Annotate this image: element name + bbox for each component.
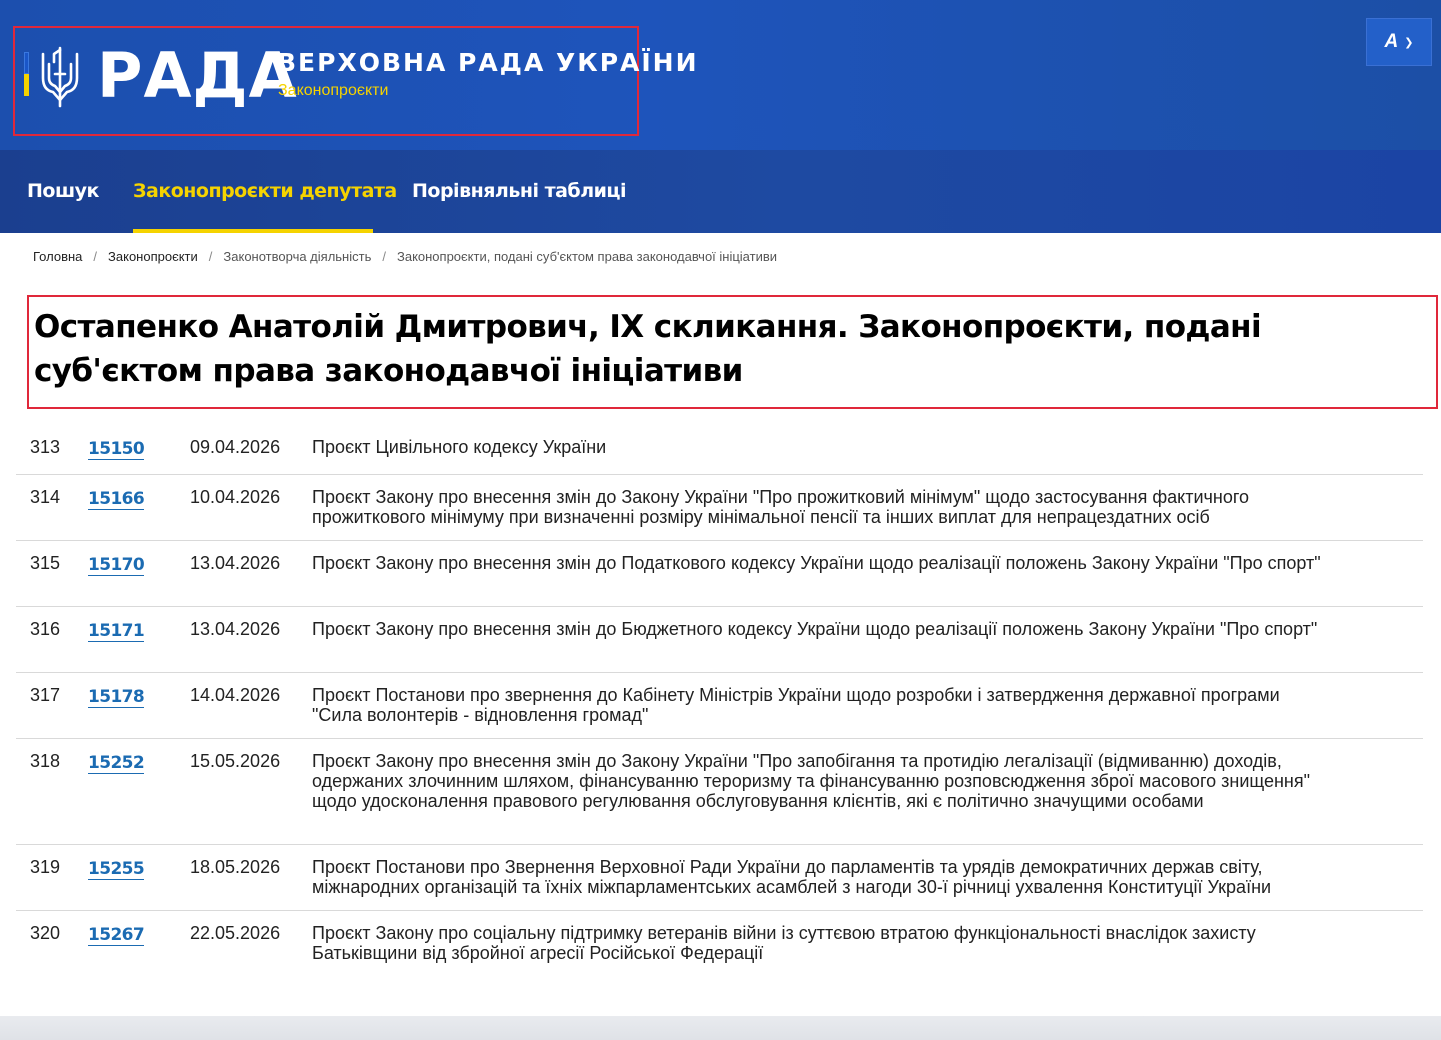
breadcrumb-home[interactable]: Головна <box>33 249 83 264</box>
table-row <box>16 739 1423 845</box>
table-row <box>16 845 1423 911</box>
bill-title: Проєкт Закону про внесення змін до Бюджетного кодексу України щодо реалізації положень Закону України "Про спорт" <box>312 619 1318 639</box>
page-title-box <box>27 295 1438 409</box>
bill-title: Проєкт Закону про внесення змін до Закону України "Про прожитковий мінімум" щодо застосування фактичного прожиткового мінімуму при визначенні розміру мінімальної пенсії та інших виплат для непрацездатних осіб <box>312 487 1250 527</box>
bill-number: 313 <box>30 437 61 457</box>
ukraine-flag-icon <box>24 52 29 96</box>
bill-registration-link[interactable]: 15267 <box>88 925 145 945</box>
bill-title: Проєкт Закону про внесення змін до Закону України "Про запобігання та протидію легалізації (відмиванню) доходів, одержаних злочинним шляхом, фінансуванню тероризму та фінансуванню розповсюдження зброї масового знищення" щодо удосконалення правового регулювання обслуговування клієнтів, які є політично значущими особами <box>312 751 1311 811</box>
active-tab-indicator <box>133 229 373 233</box>
bill-number: 314 <box>30 487 61 507</box>
bill-registration-link[interactable]: 15171 <box>88 621 145 641</box>
breadcrumb-lawmaking[interactable]: Законотворча діяльність <box>223 249 372 264</box>
main-navigation <box>0 150 1441 233</box>
bill-registration-link[interactable]: 15150 <box>88 439 145 459</box>
table-row <box>16 607 1423 673</box>
bill-number: 318 <box>30 751 61 771</box>
bill-date: 22.05.2026 <box>190 923 281 943</box>
bill-title: Проєкт Закону про внесення змін до Податкового кодексу України щодо реалізації положень Закону України "Про спорт" <box>312 553 1321 573</box>
bill-number: 320 <box>30 923 61 943</box>
table-row <box>16 425 1423 475</box>
bill-registration-link[interactable]: 15166 <box>88 489 145 509</box>
trident-icon <box>39 44 81 108</box>
page-bottom-edge <box>0 1016 1441 1040</box>
accessibility-font-button[interactable] <box>1366 18 1432 66</box>
bill-date: 13.04.2026 <box>190 553 281 573</box>
bill-date: 13.04.2026 <box>190 619 281 639</box>
site-header <box>0 0 1441 150</box>
bill-number: 316 <box>30 619 61 639</box>
bill-title: Проєкт Цивільного кодексу України <box>312 437 607 457</box>
table-row <box>16 541 1423 607</box>
bill-title: Проєкт Постанови про Звернення Верховної Ради України до парламентів та урядів демократичних держав світу, міжнародних організацій та їхніх міжпарламентських асамблей з нагоди 30-ї річниці ухвалення Конституції України <box>312 857 1272 897</box>
site-logo-link[interactable] <box>13 26 699 136</box>
bill-registration-link[interactable]: 15170 <box>88 555 145 575</box>
nav-item-deputy-bills[interactable]: Законопроєкти депутата <box>133 180 397 202</box>
bill-date: 18.05.2026 <box>190 857 281 877</box>
bill-date: 15.05.2026 <box>190 751 281 771</box>
nav-item-search[interactable]: Пошук <box>27 180 99 202</box>
bill-number: 315 <box>30 553 61 573</box>
bill-registration-link[interactable]: 15252 <box>88 753 145 773</box>
table-row <box>16 673 1423 739</box>
parliament-title: ВЕРХОВНА РАДА УКРАЇНИ <box>277 48 699 77</box>
bill-date: 09.04.2026 <box>190 437 281 457</box>
bills-table <box>16 425 1423 977</box>
logo-word: РАДА <box>97 39 298 112</box>
section-subtitle: Законопроєкти <box>278 82 389 99</box>
bill-number: 319 <box>30 857 61 877</box>
bill-registration-link[interactable]: 15255 <box>88 859 145 879</box>
font-size-label: A <box>1384 31 1399 52</box>
table-row <box>16 475 1423 541</box>
nav-item-comparative-tables[interactable]: Порівняльні таблиці <box>412 180 627 202</box>
breadcrumb-current: Законопроєкти, подані суб'єктом права законодавчої ініціативи <box>396 249 778 264</box>
bill-number: 317 <box>30 685 61 705</box>
bill-date: 10.04.2026 <box>190 487 281 507</box>
bill-title: Проєкт Постанови про звернення до Кабінету Міністрів України щодо розробки і затвердження державної програми "Сила волонтерів - відновлення громад" <box>312 685 1280 725</box>
chevron-down-icon: ❯ <box>1404 36 1414 49</box>
table-row <box>16 911 1423 977</box>
bill-registration-link[interactable]: 15178 <box>88 687 145 707</box>
breadcrumb-bills[interactable]: Законопроєкти <box>108 249 198 264</box>
bill-date: 14.04.2026 <box>190 685 281 705</box>
bill-title: Проєкт Закону про соціальну підтримку ветеранів війни із суттєвою втратою функціональності внаслідок захисту Батьківщини від збройної агресії Російської Федерації <box>312 923 1256 963</box>
page-title: Остапенко Анатолій Дмитрович, IX скликання. Законопроєкти, подані суб'єктом права законодавчої ініціативи <box>34 309 1261 389</box>
breadcrumb: Головна / Законопроєкти / Законотворча діяльність / Законопроєкти, подані суб'єктом права законодавчої ініціативи <box>33 249 778 264</box>
